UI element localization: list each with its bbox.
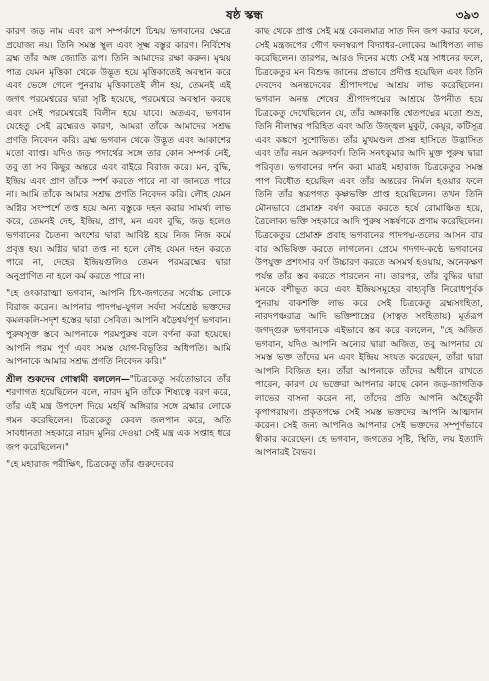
left-paragraph-3 — [6, 374, 231, 456]
left-paragraph-1: কারণ জড় নাম এবং রূপ সম্পর্কাশে চিন্ময় ভগবানের ক্ষেত্রে প্রযোজ্য নয়। তিনি সমস্ত স্থূল এবং সূক্ষ্ম বস্তুর কারণ। নির্বিশেষ ব্রহ্ম তাঁর অঙ্গ জ্যোতি রূপ। তিনি আমাদের রক্ষা করুন। মৃন্ময় পাত্র যেমন মৃত্তিকা থেকে উদ্ভূত হয়ে মৃত্তিকাতেই অবস্থান করে এবং ভেঙ্গে গেলে পুনরায় মৃত্তিকাতেই লীন হয়, তেমনই এই জগৎ পরমেশ্বরের দ্বারা সৃষ্টি হয়েছে, পরমেশ্বরে অবস্থান করছে এবং সেই পরমেশ্বরেই বিলীন হয়ে যাবে। অতএব, ভগবান যেহেতু সেই ব্রহ্মেরও কারণ, আমরা তাঁকে আমাদের সশ্রদ্ধ প্রণতি নিবেদন করি। ব্রহ্ম ভগবান থেকে উদ্ভূত এবং আকাশের মতো ব্যাপ্ত। যদিও জড় পদার্থের সঙ্গে তার কোন সম্পর্ক নেই, তবু তা সব কিছুর অন্তরে এবং বাইরে বিরাজ করে। মন, বুদ্ধি, ইন্দ্রিয় এবং প্রাণ তাঁকে স্পর্শ করতে পারে না বা জানতে পারে না। আমি তাঁকে আমার সশ্রদ্ধ প্রণতি নিবেদন করি। লৌহ যেমন অগ্নির সংস্পর্শে তপ্ত হয়ে অন্য বস্তুকে দহন করার সামর্থ্য লাভ করে, তেমনই দেহ, ইন্দ্রিয়, প্রাণ, মন এবং বুদ্ধি, জড় হলেও ভগবানের চৈতন্য অংশের দ্বারা আবিষ্ট হয়ে নিজ নিজ কর্মে প্রবৃত্ত হয়। অগ্নির দ্বারা তপ্ত না হলে লৌহ যেমন দহন করতে পারে না, দেহের ইন্দ্রিয়গুলিও তেমন পরমব্রহ্মের দ্বারা অনুপ্রাণিত না হলে কর্ম করতে পারে না। — [6, 27, 231, 282]
speaker-lead: শ্রীল শুকদেব গোস্বামী বললেন— — [6, 374, 130, 385]
left-paragraph-4: "হে মহারাজ পরীক্ষিৎ, চিত্রকেতু তাঁর গুরুদেবের — [6, 460, 174, 471]
left-paragraph-2: "হে ওংকারাত্মা ভগবান, আপনি চিৎ-জগতের সর্বোচ্চ লোকে বিরাজ করেন। আপনার পাদপদ্ম-যুগল সর্বদা সর্বশ্রেষ্ঠ ভক্তদের কমলকলি-সদৃশ হস্তের দ্বারা সেবিত। আপনি ষড়ৈশ্বর্যপূর্ণ ভগবান। পুরুষসূক্ত স্তবে আপনাকে পরমপুরুষ বলে বর্ণনা করা হয়েছে। আপনি পরম পূর্ণ এবং সমস্ত যোগ-বিভূতির অধিপতি। আমি আপনাকে আমার সশ্রদ্ধ প্রণতি নিবেদন করি।" — [6, 289, 231, 368]
page-header — [0, 6, 489, 24]
left-column — [6, 26, 231, 676]
page-number: ৩৯৩ — [455, 8, 479, 22]
column-divider — [240, 26, 241, 671]
right-paragraph-1: কাছ থেকে প্রাপ্ত সেই মন্ত্র কেবলমাত্র সাত দিন জপ করার ফলে, সেই মন্ত্রজপের গৌণ ফলস্বরূপ বিদ্যাধর-লোকের আধিপত্য লাভ করেছিলেন। তারপর, আরও দিনের মধ্যে সেই মন্ত্র সাধনের ফলে, চিত্রকেতুর মন বিশুদ্ধ জানের প্রভাবে প্রদীপ্ত হয়েছিল এবং তিনি দেবদেব অনন্তদেবের শ্রীপাদপদ্মে আশ্রয় লাভ করেছিলেন। ভগবান অনন্ত শেষের শ্রীপাদপদ্মের আশ্রয়ে উপনীত হয়ে চিত্রকেতু দেখেছিলেন যে, তাঁর অঙ্গকান্তি শ্বেতপদ্মের মতো শুভ্র, তিনি নীলাম্বর পরিহিত এবং অতি উজ্জ্বল মুকুট, কেয়ূর, কটিসূত্র এবং কঙ্কণে সুশোভিত। তাঁর মুখমণ্ডল প্রসন্ন হাসিতে উদ্ভাসিত এবং তাঁর নয়ন অরুণবর্ণ। তিনি সনৎকুমার আদি মুক্ত পুরুষ দ্বারা পরিবৃত। ভগবানের দর্শন করা মাত্রই মহারাজ চিত্রকেতুর সমস্ত পাপ বিধৌত হয়েছিল এবং তাঁর অন্তরের নির্মল হওয়ার ফলে তিনি তাঁর স্বরূপগত কৃষ্ণভক্তি প্রাপ্ত হয়েছিলেন। তখন তিনি মৌনভাবে প্রেমাশ্রু বর্ষণ করতে করতে হর্ষে রোমাঞ্চিত হয়ে, ত্রৈলোক্য ভক্তি সহকারে আদি পুরুষ সঙ্কর্ষণকে প্রণাম করেছিলেন। চিত্রকেতুর প্রেমাশ্রু প্রবাহ ভগবানের পাদপদ্ম-তলের আসন বার বার অভিষিক্ত করতে লাগলেন। প্রেমে গদগদ-কণ্ঠে ভগবানের উপযুক্ত প্রশংসার বর্ণ উচ্চারণ করতে অসমর্থ হওয়ায়, অনেকক্ষণ পর্যন্ত তাঁর স্তব করতে পারলেন না। তারপর, তাঁর বুদ্ধির দ্বারা মনকে বশীভূত করে এবং ইন্দ্রিয়সমূহের বাহ্যবৃত্তি নিরোধপূর্বক পুনরায় বাকশক্তি লাভ করে সেই চিত্রকেতু ব্রহ্মসংহিতা, নারদপঞ্চরাত্র আদি ভক্তিশাস্ত্রের (সাত্বত সংহিতায়) মূর্তরূপ জগদ্গুরু ভগবানকে এইভাবে স্তব করে বললেন, "হে অজিত ভগবান, যদিও আপনি অন্যের দ্বারা অজিত, তবু আপনার যে সমস্ত ভক্ত তাঁদের মন এবং ইন্দ্রিয় সংযত করেছেন, তাঁরা দ্বারা আপনি বিজিত হন। তাঁরা আপনাকে তাঁদের অধীনে রাখতে পারেন, কারণ যে ভক্তেরা আপনার কাছে কোন জড়-জাগতিক লাভের বাসনা করেন না, তাঁদের প্রতি আপনি অহৈতুকী কৃপাপরায়ণ। প্রকৃতপক্ষে সেই সমস্ত ভক্তদের আপনি আত্মদান করেন। সেই জন্য আপনিও আপনার সেই ভক্তদের সম্পূর্ণভাবে স্বীকার করেছেন। হে ভগবান, জগতের সৃষ্টি, স্থিতি, লয় ইত্যাদি আপনারই বৈভব। — [255, 27, 483, 459]
chapter-title: ষষ্ঠ স্কন্ধ — [226, 8, 263, 22]
right-column — [255, 26, 483, 676]
left-paragraph-3-body: "চিত্রকেতু সর্বতোভাবে তাঁর শরণাগত হয়েছিলেন বলে, নারদ মুনি তাঁকে শিষ্যত্বে বরণ করে, তাঁর এই মন্ত্র উপদেশ দিয়ে মহর্ষি অঙ্গিরার সঙ্গে ব্রহ্মার লোকে গমন করেছিলেন। চিত্রকেতু কেবল জলপান করে, অতি সাবধানতা সহকারে নারদ মুনির দেওয়া সেই মন্ত্র এক সপ্তাহ ধরে জপ করেছিলেন।" — [6, 374, 231, 453]
